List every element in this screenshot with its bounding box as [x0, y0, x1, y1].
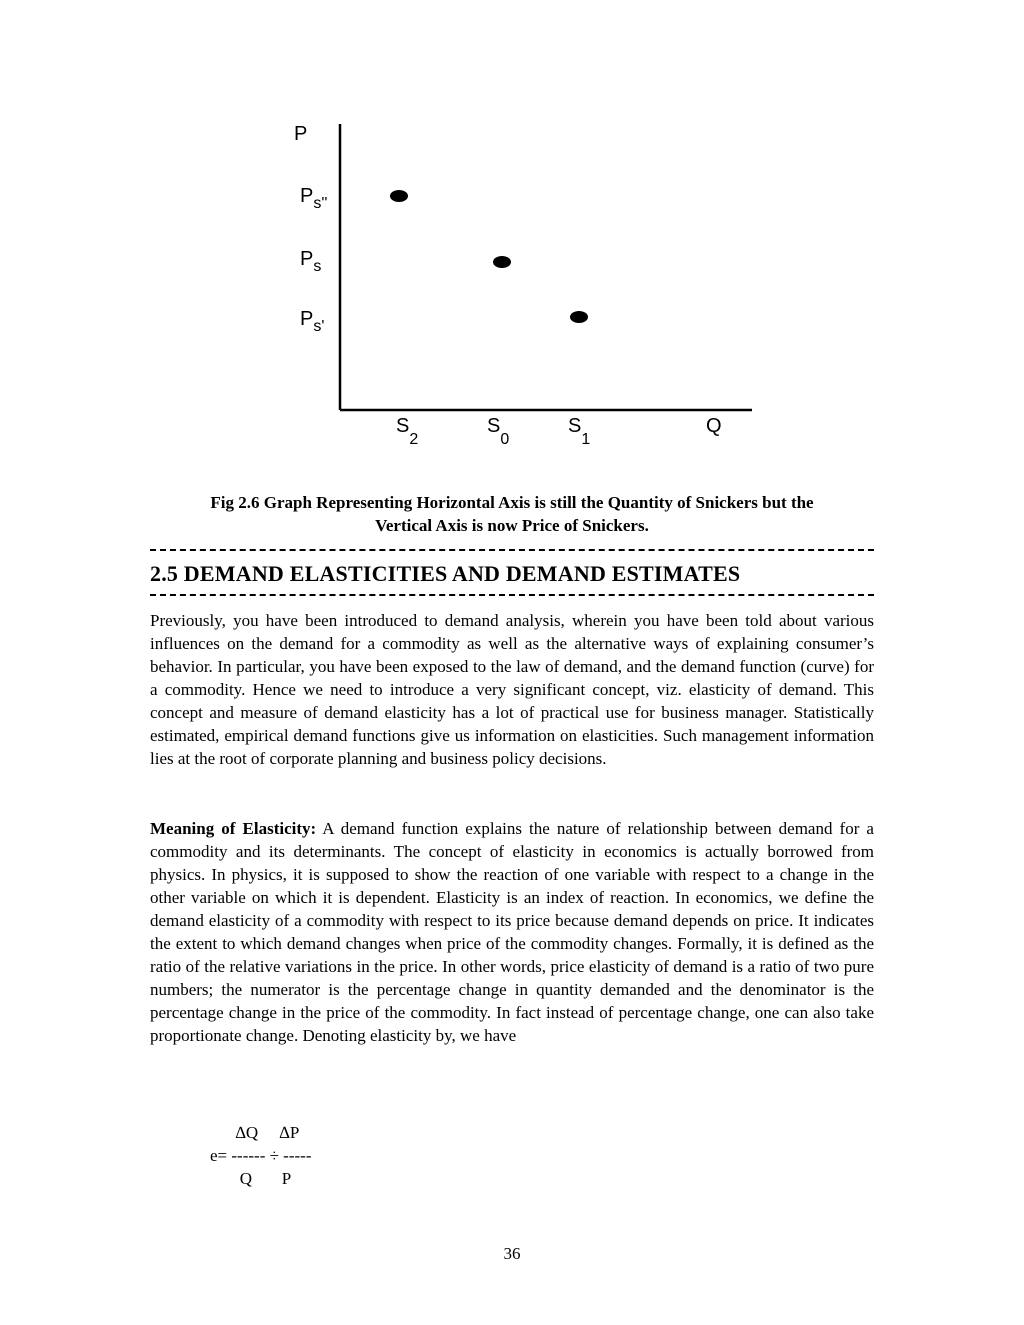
quantity-label-s0: $S_0$ — [487, 415, 510, 448]
data-point — [570, 311, 588, 323]
figure-caption — [150, 491, 874, 537]
meaning-label: Meaning of Elasticity: — [150, 819, 317, 838]
formula-line: Q P — [210, 1169, 292, 1188]
meaning-text: A demand function explains the nature of relationship between demand for a commodity and its determinants. The concept of elasticity in economics is actually borrowed from physics. In physics, it is supposed to show the reaction of one variable with respect to a change in the other variable on which it is dependent. Elasticity is an index of reaction. In economics, we define the demand elasticity of a commodity with respect to its price because demand depends on price. It indicates the extent to which demand changes when price of the commodity changes. Formally, it is defined as the ratio of the relative variations in the price. In other words, price elasticity of demand is a ratio of two pure numbers; the numerator is the percentage change in quantity demanded and the denominator is the percentage change in the price of the commodity. In fact instead of percentage change, one can also take proportionate change. Denoting elasticity by, we have — [150, 819, 874, 1045]
price-label-high: $P_{s''}$ — [300, 185, 328, 212]
quantity-label-s1: $S_1$ — [568, 415, 591, 448]
x-axis-label: Q — [706, 415, 722, 437]
caption-line: Vertical Axis is now Price of Snickers. — [375, 516, 649, 535]
intro-paragraph: Previously, you have been introduced to demand analysis, wherein you have been told about various influences on the demand for a commodity as well as the alternative ways of explaining consumer’s behavior. In particular, you have been exposed to the law of demand, and the demand function (curve) for a commodity. Hence we need to introduce a very significant concept, viz. elasticity of demand. This concept and measure of demand elasticity has a lot of practical use for business manager. Statistically estimated, empirical demand functions give us information on elasticities. Such management information lies at the root of corporate planning and business policy decisions. — [150, 611, 874, 768]
divider — [150, 594, 874, 596]
price-label-low: $P_{s'}$ — [300, 308, 325, 335]
data-point — [493, 256, 511, 268]
formula-line: ∆Q ∆P — [210, 1123, 300, 1142]
data-point — [390, 190, 408, 202]
y-axis-label: P — [294, 123, 308, 145]
divider — [150, 549, 874, 551]
elasticity-formula — [210, 1121, 312, 1190]
price-quantity-graph — [0, 0, 1024, 480]
price-label-mid: $P_s$ — [300, 248, 322, 275]
section-heading: 2.5 DEMAND ELASTICITIES AND DEMAND ESTIMATES — [150, 561, 741, 586]
quantity-label-s2: $S_2$ — [396, 415, 419, 448]
meaning-paragraph — [150, 817, 874, 1047]
formula-line: e= ------ ÷ ----- — [210, 1146, 312, 1165]
page-number: 36 — [503, 1244, 521, 1263]
caption-line: Fig 2.6 Graph Representing Horizontal Axis is still the Quantity of Snickers but the — [210, 493, 814, 512]
